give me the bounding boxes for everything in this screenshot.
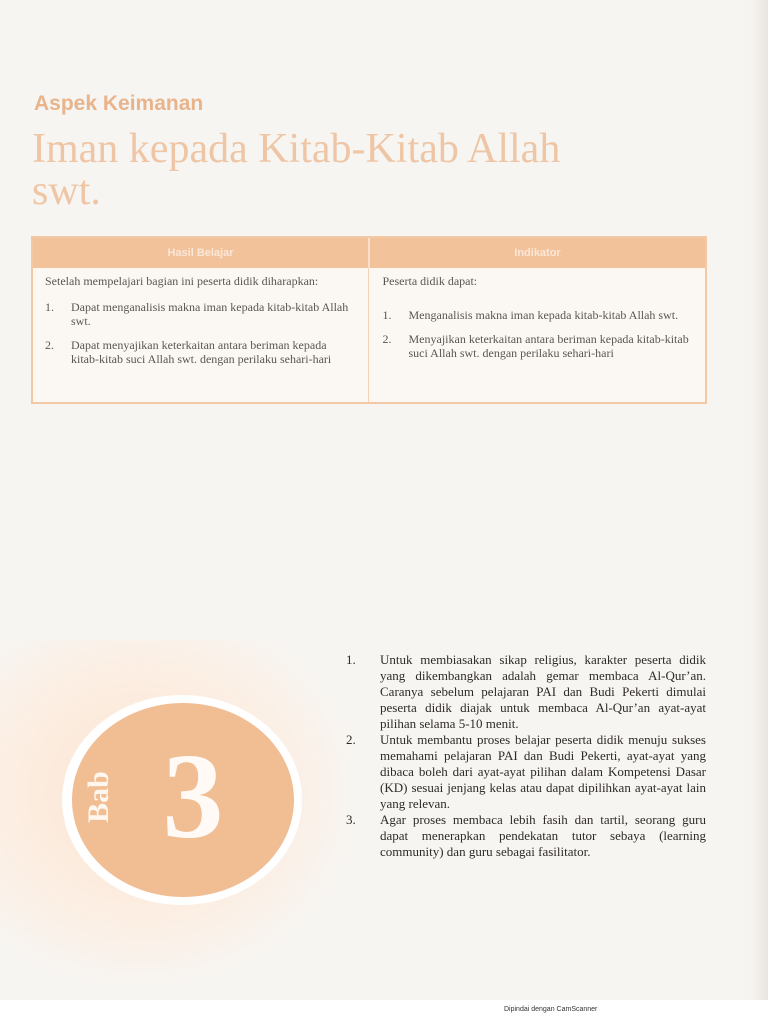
list-item <box>383 308 694 322</box>
header-indikator: Indikator <box>368 238 705 268</box>
item-number: 2. <box>346 732 356 747</box>
hasil-belajar-column <box>33 268 368 402</box>
item-number: 3. <box>346 812 356 827</box>
item-text: Dapat menyajikan keterkaitan antara beriman kepada kitab-kitab suci Allah swt. dengan perilaku sehari-hari <box>71 338 332 366</box>
item-number: 2. <box>45 338 54 352</box>
list-item <box>346 652 706 732</box>
scanner-watermark: Dipindai dengan CamScanner <box>504 1006 598 1013</box>
chapter-title: Iman kepada Kitab-Kitab Allah swt. <box>32 126 561 214</box>
teacher-notes-list <box>346 652 706 860</box>
item-number: 2. <box>382 332 392 346</box>
item-number: 1. <box>45 300 54 314</box>
header-hasil-belajar: Hasil Belajar <box>167 247 234 259</box>
list-item <box>45 300 356 328</box>
item-text: Agar proses membaca lebih fasih dan tartil, seorang guru dapat menerapkan pendekatan tutor sebaya (learning community) dan guru sebagai fasilitator. <box>380 812 706 859</box>
list-item <box>45 338 356 366</box>
chapter-number: 3 <box>162 729 224 864</box>
learning-objectives-table <box>31 236 707 404</box>
item-text: Menganalisis makna iman kepada kitab-kitab Allah swt. <box>408 308 679 322</box>
item-text: Menyajikan keterkaitan antara beriman kepada kitab-kitab suci Allah swt. dengan perilaku sehari-hari <box>408 332 689 360</box>
item-number: 1. <box>346 652 356 667</box>
page-edge <box>750 0 768 1000</box>
table-body <box>33 268 705 402</box>
item-number: 1. <box>382 308 392 322</box>
table-header <box>33 238 705 268</box>
item-text: Untuk membiasakan sikap religius, karakter peserta didik yang dikembangkan adalah gemar membaca Al-Qur’an. Caranya sebelum pelajaran PAI dan Budi Pekerti dimulai peserta didik diajak untuk membaca Al-Qur’an ayat-ayat pilihan selama 5-10 menit. <box>380 652 706 731</box>
item-text: Untuk membantu proses belajar peserta didik menuju sukses memahami pelajaran PAI dan Budi Pekerti, ayat-ayat yang dibaca boleh dari ayat-ayat pilihan dalam Kompetensi Dasar (KD) sesuai jenjang kelas atau dapat dipilihkan ayat-ayat lain yang relevan. <box>380 732 706 811</box>
item-text: Dapat menganalisis makna iman kepada kitab-kitab Allah swt. <box>71 300 349 328</box>
hasil-belajar-intro: Setelah mempelajari bagian ini peserta didik diharapkan: <box>45 274 319 288</box>
indikator-intro: Peserta didik dapat: <box>382 274 478 288</box>
indikator-column <box>368 268 706 402</box>
list-item <box>346 732 706 812</box>
list-item <box>346 812 706 860</box>
section-subtitle: Aspek Keimanan <box>34 92 204 115</box>
chapter-label: Bab <box>82 771 115 823</box>
list-item <box>383 332 694 360</box>
